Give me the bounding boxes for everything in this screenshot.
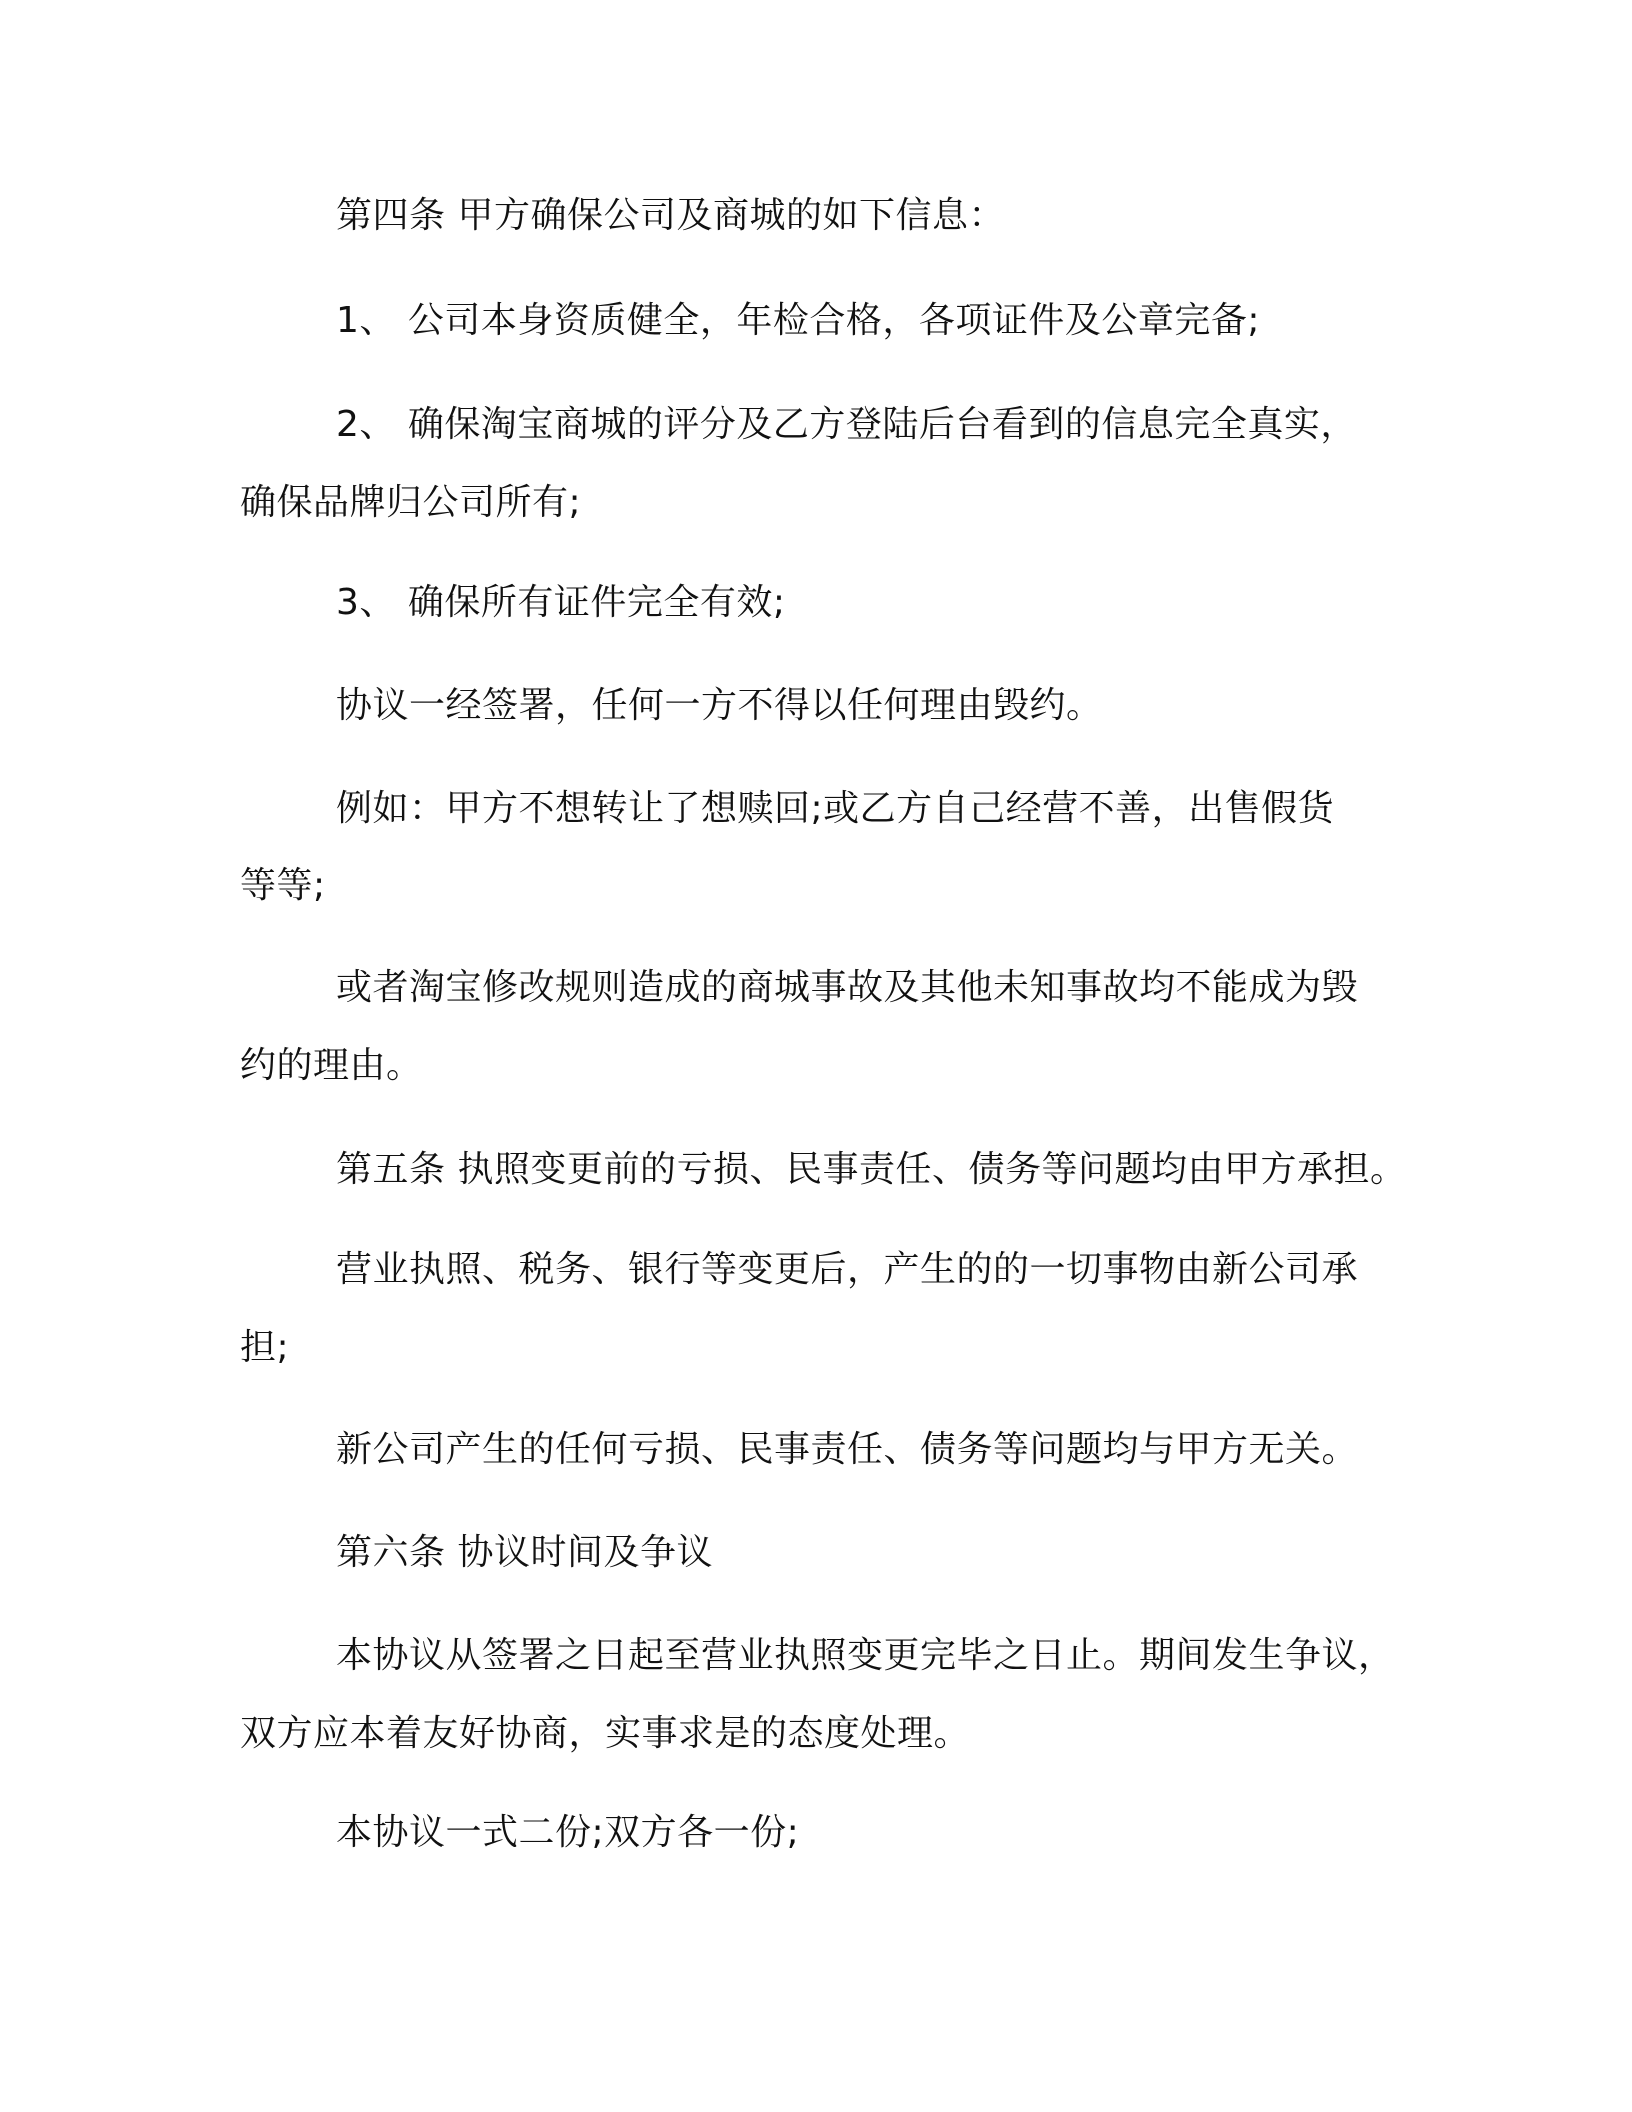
item-3-text: 3、 确保所有证件完全有效;	[336, 582, 786, 623]
agreement-duration-clause: 本协议从签署之日起至营业执照变更完毕之日止。期间发生争议，	[336, 1635, 1395, 1676]
agreement-duration-clause-continued: 双方应本着友好协商，实事求是的态度处理。	[240, 1713, 971, 1754]
item-2-text-continued: 确保品牌归公司所有;	[240, 482, 582, 523]
no-breach-clause: 协议一经签署，任何一方不得以任何理由毁约。	[336, 685, 1103, 726]
article-5-heading: 第五条 执照变更前的亏损、民事责任、债务等问题均由甲方承担。	[336, 1149, 1407, 1190]
copies-clause: 本协议一式二份;双方各一份;	[336, 1812, 800, 1853]
example-clause-continued: 等等;	[240, 865, 326, 906]
post-change-liability-clause: 营业执照、税务、银行等变更后，产生的的一切事物由新公司承	[336, 1249, 1359, 1290]
item-1-text: 1、 公司本身资质健全，年检合格，各项证件及公章完备;	[336, 300, 1260, 341]
article-4-heading: 第四条 甲方确保公司及商城的如下信息：	[336, 195, 1005, 236]
post-change-liability-clause-continued: 担;	[240, 1327, 290, 1368]
taobao-rules-clause: 或者淘宝修改规则造成的商城事故及其他未知事故均不能成为毁	[336, 967, 1359, 1008]
taobao-rules-clause-continued: 约的理由。	[240, 1045, 423, 1086]
article-6-heading: 第六条 协议时间及争议	[336, 1532, 713, 1573]
item-2-text: 2、 确保淘宝商城的评分及乙方登陆后台看到的信息完全真实，	[336, 404, 1357, 445]
example-clause: 例如：甲方不想转让了想赎回;或乙方自己经营不善，出售假货	[336, 788, 1335, 829]
new-company-liability-clause: 新公司产生的任何亏损、民事责任、债务等问题均与甲方无关。	[336, 1429, 1359, 1470]
